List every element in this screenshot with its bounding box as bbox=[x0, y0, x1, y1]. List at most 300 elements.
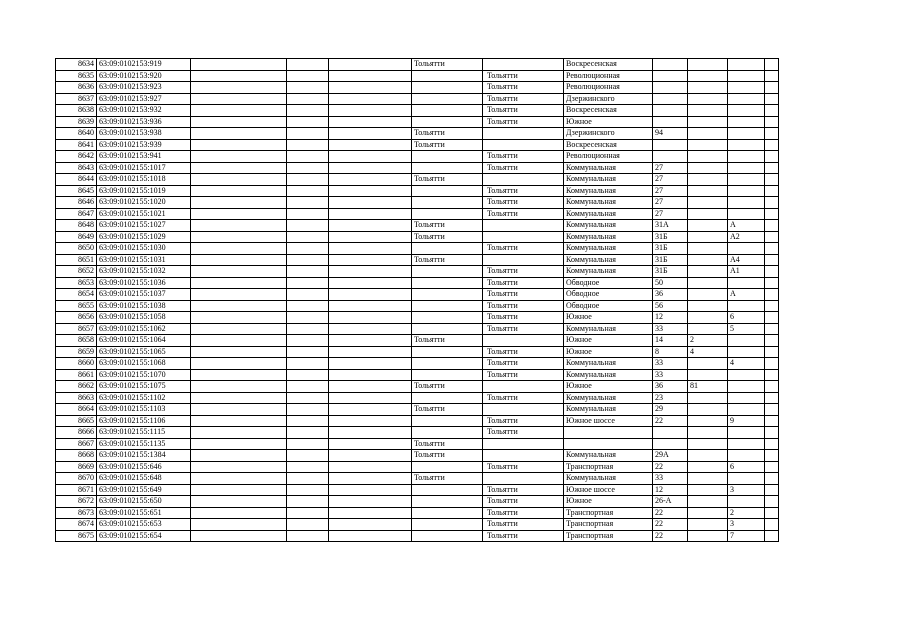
settlement-cell: Тольятти bbox=[483, 496, 564, 508]
cadastral-number-cell: 63:09:0102155:1038 bbox=[97, 300, 191, 312]
empty-cell bbox=[191, 105, 287, 117]
empty-cell bbox=[287, 289, 329, 301]
empty-cell bbox=[765, 335, 779, 347]
empty-cell bbox=[765, 496, 779, 508]
settlement-cell: Тольятти bbox=[483, 300, 564, 312]
table-row bbox=[56, 220, 779, 232]
city-cell: Тольятти bbox=[412, 231, 483, 243]
house-number-cell: 33 bbox=[653, 358, 688, 370]
row-number-cell: 8651 bbox=[56, 254, 97, 266]
settlement-cell: Тольятти bbox=[483, 82, 564, 94]
house-number-cell: 94 bbox=[653, 128, 688, 140]
table-row bbox=[56, 300, 779, 312]
settlement-cell: Тольятти bbox=[483, 461, 564, 473]
settlement-cell: Тольятти bbox=[483, 70, 564, 82]
street-cell: Воскресенская bbox=[564, 105, 653, 117]
cadastral-table bbox=[55, 58, 779, 542]
empty-cell bbox=[287, 266, 329, 278]
street-cell: Воскресенская bbox=[564, 139, 653, 151]
row-number-cell: 8638 bbox=[56, 105, 97, 117]
empty-cell bbox=[287, 438, 329, 450]
settlement-cell: Тольятти bbox=[483, 93, 564, 105]
row-number-cell: 8647 bbox=[56, 208, 97, 220]
empty-cell bbox=[329, 312, 412, 324]
city-cell: Тольятти bbox=[412, 174, 483, 186]
settlement-cell: Тольятти bbox=[483, 243, 564, 255]
row-number-cell: 8644 bbox=[56, 174, 97, 186]
city-cell bbox=[412, 105, 483, 117]
letter-cell bbox=[728, 381, 765, 393]
table-row bbox=[56, 231, 779, 243]
building-cell bbox=[688, 289, 728, 301]
empty-cell bbox=[287, 174, 329, 186]
empty-cell bbox=[191, 289, 287, 301]
empty-cell bbox=[329, 254, 412, 266]
letter-cell bbox=[728, 139, 765, 151]
settlement-cell bbox=[483, 381, 564, 393]
house-number-cell: 14 bbox=[653, 335, 688, 347]
empty-cell bbox=[329, 70, 412, 82]
city-cell bbox=[412, 300, 483, 312]
house-number-cell: 33 bbox=[653, 323, 688, 335]
house-number-cell: 27 bbox=[653, 208, 688, 220]
letter-cell: 6 bbox=[728, 312, 765, 324]
building-cell bbox=[688, 59, 728, 71]
empty-cell bbox=[329, 369, 412, 381]
empty-cell bbox=[287, 484, 329, 496]
table-row bbox=[56, 151, 779, 163]
empty-cell bbox=[329, 381, 412, 393]
empty-cell bbox=[191, 358, 287, 370]
letter-cell bbox=[728, 404, 765, 416]
city-cell bbox=[412, 93, 483, 105]
cadastral-number-cell: 63:09:0102155:1115 bbox=[97, 427, 191, 439]
city-cell: Тольятти bbox=[412, 473, 483, 485]
street-cell: Коммунальная bbox=[564, 197, 653, 209]
empty-cell bbox=[287, 105, 329, 117]
city-cell bbox=[412, 392, 483, 404]
street-cell: Южное шоссе bbox=[564, 415, 653, 427]
settlement-cell: Тольятти bbox=[483, 116, 564, 128]
row-number-cell: 8668 bbox=[56, 450, 97, 462]
empty-cell bbox=[191, 220, 287, 232]
empty-cell bbox=[765, 519, 779, 531]
letter-cell bbox=[728, 162, 765, 174]
house-number-cell: 22 bbox=[653, 507, 688, 519]
city-cell bbox=[412, 277, 483, 289]
letter-cell bbox=[728, 473, 765, 485]
row-number-cell: 8671 bbox=[56, 484, 97, 496]
empty-cell bbox=[287, 93, 329, 105]
street-cell: Коммунальная bbox=[564, 450, 653, 462]
empty-cell bbox=[765, 231, 779, 243]
building-cell bbox=[688, 266, 728, 278]
table-row bbox=[56, 450, 779, 462]
table-row bbox=[56, 254, 779, 266]
cadastral-number-cell: 63:09:0102153:932 bbox=[97, 105, 191, 117]
empty-cell bbox=[287, 208, 329, 220]
empty-cell bbox=[329, 116, 412, 128]
letter-cell bbox=[728, 208, 765, 220]
cadastral-number-cell: 63:09:0102155:1029 bbox=[97, 231, 191, 243]
empty-cell bbox=[287, 461, 329, 473]
house-number-cell: 33 bbox=[653, 473, 688, 485]
empty-cell bbox=[765, 289, 779, 301]
empty-cell bbox=[191, 151, 287, 163]
cadastral-number-cell: 63:09:0102155:651 bbox=[97, 507, 191, 519]
street-cell: Коммунальная bbox=[564, 162, 653, 174]
city-cell bbox=[412, 289, 483, 301]
table-row bbox=[56, 82, 779, 94]
row-number-cell: 8662 bbox=[56, 381, 97, 393]
empty-cell bbox=[191, 369, 287, 381]
city-cell: Тольятти bbox=[412, 128, 483, 140]
empty-cell bbox=[191, 381, 287, 393]
letter-cell bbox=[728, 70, 765, 82]
street-cell: Обводное bbox=[564, 300, 653, 312]
city-cell: Тольятти bbox=[412, 220, 483, 232]
building-cell bbox=[688, 208, 728, 220]
building-cell bbox=[688, 369, 728, 381]
row-number-cell: 8641 bbox=[56, 139, 97, 151]
row-number-cell: 8646 bbox=[56, 197, 97, 209]
empty-cell bbox=[191, 450, 287, 462]
empty-cell bbox=[329, 300, 412, 312]
table-row bbox=[56, 473, 779, 485]
house-number-cell bbox=[653, 93, 688, 105]
city-cell bbox=[412, 162, 483, 174]
empty-cell bbox=[191, 174, 287, 186]
street-cell: Южное bbox=[564, 116, 653, 128]
empty-cell bbox=[329, 197, 412, 209]
letter-cell: 9 bbox=[728, 415, 765, 427]
city-cell bbox=[412, 369, 483, 381]
table-row bbox=[56, 323, 779, 335]
table-row bbox=[56, 392, 779, 404]
empty-cell bbox=[329, 220, 412, 232]
empty-cell bbox=[329, 404, 412, 416]
letter-cell bbox=[728, 151, 765, 163]
city-cell bbox=[412, 208, 483, 220]
cadastral-number-cell: 63:09:0102153:919 bbox=[97, 59, 191, 71]
city-cell: Тольятти bbox=[412, 335, 483, 347]
empty-cell bbox=[191, 59, 287, 71]
empty-cell bbox=[329, 139, 412, 151]
empty-cell bbox=[287, 519, 329, 531]
settlement-cell: Тольятти bbox=[483, 323, 564, 335]
row-number-cell: 8673 bbox=[56, 507, 97, 519]
settlement-cell: Тольятти bbox=[483, 289, 564, 301]
letter-cell: А4 bbox=[728, 254, 765, 266]
empty-cell bbox=[287, 116, 329, 128]
empty-cell bbox=[329, 438, 412, 450]
street-cell: Обводное bbox=[564, 289, 653, 301]
empty-cell bbox=[287, 323, 329, 335]
empty-cell bbox=[765, 415, 779, 427]
building-cell bbox=[688, 220, 728, 232]
table-row bbox=[56, 128, 779, 140]
empty-cell bbox=[765, 484, 779, 496]
cadastral-number-cell: 63:09:0102155:1064 bbox=[97, 335, 191, 347]
empty-cell bbox=[287, 197, 329, 209]
empty-cell bbox=[191, 473, 287, 485]
empty-cell bbox=[287, 128, 329, 140]
building-cell bbox=[688, 415, 728, 427]
empty-cell bbox=[329, 277, 412, 289]
cadastral-number-cell: 63:09:0102155:1032 bbox=[97, 266, 191, 278]
letter-cell: 2 bbox=[728, 507, 765, 519]
settlement-cell: Тольятти bbox=[483, 266, 564, 278]
empty-cell bbox=[329, 392, 412, 404]
cadastral-number-cell: 63:09:0102155:650 bbox=[97, 496, 191, 508]
letter-cell bbox=[728, 427, 765, 439]
empty-cell bbox=[287, 358, 329, 370]
empty-cell bbox=[765, 346, 779, 358]
empty-cell bbox=[287, 335, 329, 347]
letter-cell: А1 bbox=[728, 266, 765, 278]
city-cell: Тольятти bbox=[412, 139, 483, 151]
street-cell: Коммунальная bbox=[564, 323, 653, 335]
settlement-cell: Тольятти bbox=[483, 415, 564, 427]
empty-cell bbox=[191, 438, 287, 450]
empty-cell bbox=[287, 427, 329, 439]
empty-cell bbox=[765, 530, 779, 542]
street-cell: Коммунальная bbox=[564, 208, 653, 220]
empty-cell bbox=[329, 174, 412, 186]
street-cell bbox=[564, 427, 653, 439]
empty-cell bbox=[765, 266, 779, 278]
table-row bbox=[56, 496, 779, 508]
empty-cell bbox=[287, 59, 329, 71]
table-row bbox=[56, 162, 779, 174]
row-number-cell: 8634 bbox=[56, 59, 97, 71]
cadastral-number-cell: 63:09:0102155:648 bbox=[97, 473, 191, 485]
empty-cell bbox=[765, 381, 779, 393]
building-cell bbox=[688, 312, 728, 324]
cadastral-number-cell: 63:09:0102153:920 bbox=[97, 70, 191, 82]
house-number-cell bbox=[653, 427, 688, 439]
row-number-cell: 8649 bbox=[56, 231, 97, 243]
building-cell bbox=[688, 438, 728, 450]
settlement-cell: Тольятти bbox=[483, 105, 564, 117]
settlement-cell: Тольятти bbox=[483, 530, 564, 542]
empty-cell bbox=[765, 116, 779, 128]
cadastral-number-cell: 63:09:0102155:654 bbox=[97, 530, 191, 542]
cadastral-number-cell: 63:09:0102155:646 bbox=[97, 461, 191, 473]
empty-cell bbox=[191, 277, 287, 289]
empty-cell bbox=[191, 496, 287, 508]
table-row bbox=[56, 335, 779, 347]
cadastral-number-cell: 63:09:0102155:649 bbox=[97, 484, 191, 496]
empty-cell bbox=[287, 254, 329, 266]
empty-cell bbox=[191, 128, 287, 140]
letter-cell bbox=[728, 128, 765, 140]
street-cell: Южное bbox=[564, 496, 653, 508]
empty-cell bbox=[765, 450, 779, 462]
house-number-cell bbox=[653, 105, 688, 117]
table-row bbox=[56, 312, 779, 324]
letter-cell bbox=[728, 93, 765, 105]
empty-cell bbox=[329, 530, 412, 542]
table-row bbox=[56, 461, 779, 473]
house-number-cell: 12 bbox=[653, 484, 688, 496]
house-number-cell bbox=[653, 151, 688, 163]
letter-cell bbox=[728, 335, 765, 347]
empty-cell bbox=[765, 312, 779, 324]
cadastral-number-cell: 63:09:0102155:1058 bbox=[97, 312, 191, 324]
building-cell bbox=[688, 530, 728, 542]
empty-cell bbox=[287, 277, 329, 289]
street-cell: Коммунальная bbox=[564, 243, 653, 255]
table-row bbox=[56, 484, 779, 496]
house-number-cell: 12 bbox=[653, 312, 688, 324]
street-cell: Коммунальная bbox=[564, 231, 653, 243]
row-number-cell: 8659 bbox=[56, 346, 97, 358]
empty-cell bbox=[287, 185, 329, 197]
house-number-cell bbox=[653, 438, 688, 450]
cadastral-number-cell: 63:09:0102153:936 bbox=[97, 116, 191, 128]
table-row bbox=[56, 174, 779, 186]
empty-cell bbox=[765, 220, 779, 232]
table-row bbox=[56, 116, 779, 128]
house-number-cell bbox=[653, 116, 688, 128]
cadastral-number-cell: 63:09:0102153:923 bbox=[97, 82, 191, 94]
street-cell: Коммунальная bbox=[564, 220, 653, 232]
empty-cell bbox=[191, 93, 287, 105]
empty-cell bbox=[191, 530, 287, 542]
house-number-cell: 29 bbox=[653, 404, 688, 416]
street-cell: Коммунальная bbox=[564, 174, 653, 186]
table-body bbox=[56, 59, 779, 542]
city-cell bbox=[412, 151, 483, 163]
settlement-cell: Тольятти bbox=[483, 369, 564, 381]
letter-cell: А2 bbox=[728, 231, 765, 243]
house-number-cell: 27 bbox=[653, 162, 688, 174]
table-row bbox=[56, 289, 779, 301]
cadastral-number-cell: 63:09:0102155:1068 bbox=[97, 358, 191, 370]
city-cell: Тольятти bbox=[412, 381, 483, 393]
table-row bbox=[56, 427, 779, 439]
letter-cell bbox=[728, 392, 765, 404]
city-cell bbox=[412, 507, 483, 519]
empty-cell bbox=[287, 300, 329, 312]
building-cell bbox=[688, 82, 728, 94]
cadastral-number-cell: 63:09:0102155:1103 bbox=[97, 404, 191, 416]
settlement-cell: Тольятти bbox=[483, 358, 564, 370]
city-cell bbox=[412, 82, 483, 94]
house-number-cell: 31Б bbox=[653, 266, 688, 278]
street-cell: Коммунальная bbox=[564, 473, 653, 485]
building-cell bbox=[688, 231, 728, 243]
house-number-cell: 8 bbox=[653, 346, 688, 358]
table-row bbox=[56, 438, 779, 450]
settlement-cell bbox=[483, 438, 564, 450]
letter-cell bbox=[728, 496, 765, 508]
cadastral-number-cell: 63:09:0102155:1017 bbox=[97, 162, 191, 174]
letter-cell bbox=[728, 300, 765, 312]
building-cell: 81 bbox=[688, 381, 728, 393]
city-cell bbox=[412, 323, 483, 335]
spreadsheet-page bbox=[55, 58, 779, 542]
letter-cell: А bbox=[728, 289, 765, 301]
house-number-cell: 27 bbox=[653, 197, 688, 209]
house-number-cell: 31Б bbox=[653, 231, 688, 243]
cadastral-number-cell: 63:09:0102155:1062 bbox=[97, 323, 191, 335]
city-cell: Тольятти bbox=[412, 450, 483, 462]
row-number-cell: 8666 bbox=[56, 427, 97, 439]
city-cell bbox=[412, 427, 483, 439]
table-row bbox=[56, 519, 779, 531]
street-cell: Транспортная bbox=[564, 461, 653, 473]
building-cell bbox=[688, 243, 728, 255]
street-cell: Обводное bbox=[564, 277, 653, 289]
building-cell bbox=[688, 461, 728, 473]
letter-cell bbox=[728, 82, 765, 94]
empty-cell bbox=[765, 404, 779, 416]
empty-cell bbox=[329, 82, 412, 94]
empty-cell bbox=[765, 427, 779, 439]
cadastral-number-cell: 63:09:0102155:1384 bbox=[97, 450, 191, 462]
settlement-cell: Тольятти bbox=[483, 208, 564, 220]
street-cell: Коммунальная bbox=[564, 266, 653, 278]
empty-cell bbox=[191, 427, 287, 439]
city-cell: Тольятти bbox=[412, 254, 483, 266]
empty-cell bbox=[765, 277, 779, 289]
empty-cell bbox=[765, 243, 779, 255]
building-cell bbox=[688, 70, 728, 82]
letter-cell: 7 bbox=[728, 530, 765, 542]
table-row bbox=[56, 358, 779, 370]
city-cell: Тольятти bbox=[412, 438, 483, 450]
street-cell: Южное bbox=[564, 381, 653, 393]
empty-cell bbox=[287, 507, 329, 519]
city-cell bbox=[412, 312, 483, 324]
building-cell bbox=[688, 277, 728, 289]
street-cell: Южное bbox=[564, 346, 653, 358]
empty-cell bbox=[287, 381, 329, 393]
letter-cell bbox=[728, 277, 765, 289]
empty-cell bbox=[765, 174, 779, 186]
house-number-cell: 56 bbox=[653, 300, 688, 312]
empty-cell bbox=[287, 473, 329, 485]
empty-cell bbox=[329, 507, 412, 519]
empty-cell bbox=[287, 231, 329, 243]
empty-cell bbox=[765, 162, 779, 174]
cadastral-number-cell: 63:09:0102153:938 bbox=[97, 128, 191, 140]
empty-cell bbox=[329, 162, 412, 174]
empty-cell bbox=[191, 208, 287, 220]
empty-cell bbox=[287, 139, 329, 151]
empty-cell bbox=[191, 139, 287, 151]
empty-cell bbox=[287, 70, 329, 82]
cadastral-number-cell: 63:09:0102155:1075 bbox=[97, 381, 191, 393]
table-row bbox=[56, 369, 779, 381]
empty-cell bbox=[191, 266, 287, 278]
street-cell: Транспортная bbox=[564, 530, 653, 542]
building-cell bbox=[688, 93, 728, 105]
empty-cell bbox=[329, 335, 412, 347]
house-number-cell: 36 bbox=[653, 289, 688, 301]
city-cell bbox=[412, 496, 483, 508]
empty-cell bbox=[765, 507, 779, 519]
city-cell bbox=[412, 415, 483, 427]
house-number-cell bbox=[653, 70, 688, 82]
row-number-cell: 8637 bbox=[56, 93, 97, 105]
row-number-cell: 8656 bbox=[56, 312, 97, 324]
empty-cell bbox=[329, 243, 412, 255]
empty-cell bbox=[191, 312, 287, 324]
row-number-cell: 8640 bbox=[56, 128, 97, 140]
